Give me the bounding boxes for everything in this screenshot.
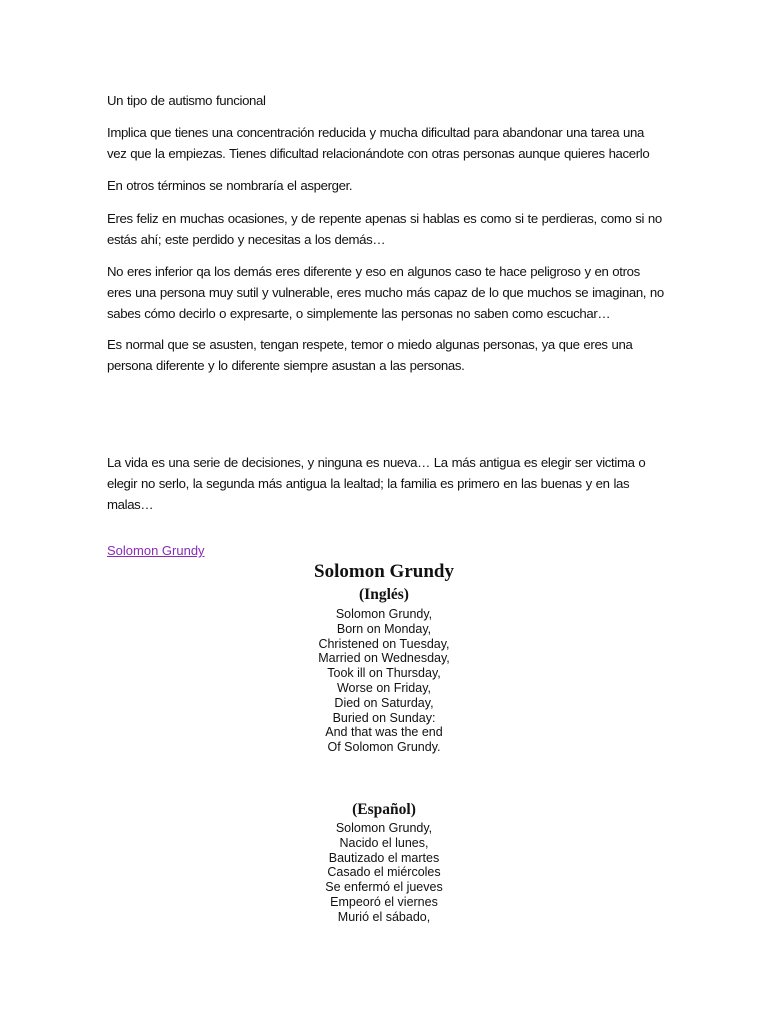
verse-line: Of Solomon Grundy. (327, 740, 441, 755)
verse-line: Bautizado el martes (328, 850, 440, 865)
paragraph-fear: Es normal que se asusten, tengan respete, temor o miedo algunas personas, ya que eres una persona diferente y lo diferente siempre asustan a las personas. (107, 337, 633, 373)
verse-line: Buried on Sunday: (332, 710, 436, 725)
paragraph-feelings: Eres feliz en muchas ocasiones, y de repente apenas si hablas es como si te perdieras, como si no estás ahí; este perdido y necesitas a los demás… (107, 211, 662, 247)
verse-line: Christened on Tuesday, (318, 636, 450, 651)
verse-line: Died on Saturday, (334, 695, 434, 710)
spanish-verses (234, 821, 534, 925)
verse-line: Worse on Friday, (336, 680, 431, 695)
verse-line: Empeoró el viernes (330, 894, 438, 909)
english-heading: (Inglés) (359, 586, 409, 603)
paragraph-asperger: En otros términos se nombraría el asperger. (107, 178, 353, 193)
spanish-heading: (Español) (352, 801, 416, 818)
paragraph-heading: Un tipo de autismo funcional (107, 93, 266, 108)
verse-line: Murió el sábado, (337, 909, 431, 924)
paragraph-different: No eres inferior qa los demás eres diferente y eso en algunos caso te hace peligroso y en otros eres una persona muy sutil y vulnerable, eres mucho más capaz de lo que muchos se imaginan, no sabes cómo decirlo o expresarte, o simplemente las personas no saben como escuchar… (107, 264, 664, 321)
solomon-grundy-link[interactable]: Solomon Grundy (107, 543, 205, 558)
verse-line: Se enfermó el jueves (325, 880, 443, 895)
verse-line: Took ill on Thursday, (327, 666, 441, 681)
verse-line: Nacido el lunes, (339, 835, 429, 850)
paragraph-definition: Implica que tienes una concentración reducida y mucha dificultad para abandonar una tarea una vez que la empiezas. Tienes dificultad relacionándote con otras personas aunque quieres hacerlo (107, 125, 650, 161)
paragraph-life-decisions: La vida es una serie de decisiones, y ninguna es nueva… La más antigua es elegir ser victima o elegir no serlo, la segunda más antigua la lealtad; la familia es primero en las buenas y en las malas… (107, 455, 646, 512)
verse-line: And that was the end (325, 725, 443, 740)
english-verses (234, 607, 534, 755)
verse-line: Solomon Grundy, (335, 607, 433, 621)
poem-title: Solomon Grundy (314, 561, 454, 582)
verse-line: Born on Monday, (336, 621, 432, 636)
verse-line: Casado el miércoles (327, 865, 441, 880)
verse-line: Married on Wednesday, (318, 651, 450, 666)
verse-line: Solomon Grundy, (335, 821, 433, 835)
